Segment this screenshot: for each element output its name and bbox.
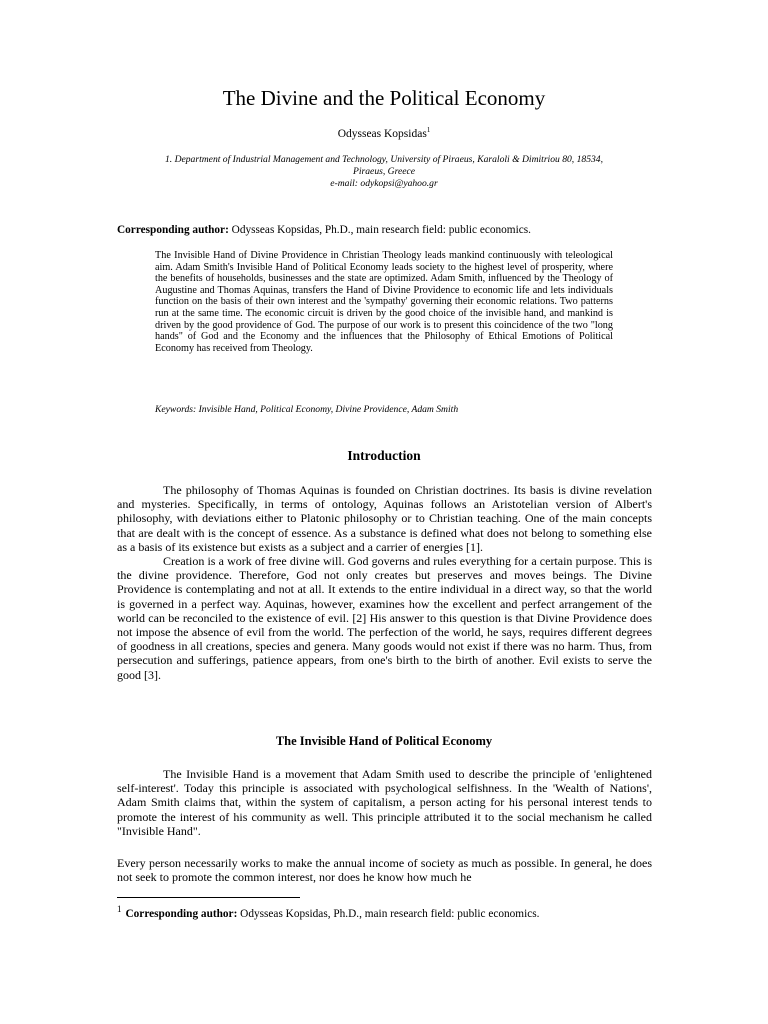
section-heading-invisible-hand: The Invisible Hand of Political Economy (275, 734, 493, 748)
footnote-label: Corresponding author: (125, 907, 238, 920)
invisible-hand-paragraph-2: Every person necessarily works to make the annual income of society as much as possible. In general, he does not seek to promote the common interest, nor does he know how much he (117, 856, 652, 885)
section-heading-introduction: Introduction (347, 448, 421, 463)
paper-title: The Divine and the Political Economy (222, 86, 546, 110)
introduction-paragraph-2: Creation is a work of free divine will. God governs and rules everything for a certain purpose. This is the divine providence. Therefore, God not only creates but preserves and moves beings. The Divine Providence is contemplating and not at all. It extends to the entire individual in a direct way, so that the world is governed in a perfect way. Aquinas, however, examines how the excellent and perfect arrangement of the world can be reconciled to the existence of evil. [2] His answer to this question is that Divine Providence does not impose the absence of evil from the world. The perfection of the world, he says, requires different degrees of goodness in all creations, species and genera. Many goods would not exist if there was no harm. Thus, from persecution and sufferings, patience appears, from one's birth to the birth of another. Evil exists to serve the good [3]. (117, 554, 652, 682)
corresponding-author (117, 224, 657, 236)
corresponding-author-text: Odysseas Kopsidas, Ph.D., main research field: public economics. (228, 224, 531, 236)
affiliation-email: e-mail: odykopsi@yahoo.gr (330, 178, 438, 189)
introduction-body (117, 483, 652, 682)
footnote-divider (117, 897, 300, 898)
invisible-hand-paragraph-1: The Invisible Hand is a movement that Adam Smith used to describe the principle of 'enlightened self-interest'. Today this principle is associated with psychological selfishness. In the 'Wealth of Nations', Adam Smith claims that, within the system of capitalism, a person acting for his personal interest tends to promote the interest of his community as well. This principle attributed it to the social mechanism he called "Invisible Hand". (117, 767, 652, 838)
footnote (117, 904, 657, 920)
keywords: Keywords: Invisible Hand, Political Economy, Divine Providence, Adam Smith (155, 404, 459, 415)
author-line (0, 126, 768, 140)
invisible-hand-body (117, 767, 652, 838)
footnote-mark: 1 (117, 904, 122, 914)
author-name: Odysseas Kopsidas (337, 127, 427, 140)
footnote-text: Odysseas Kopsidas, Ph.D., main research field: public economics. (237, 907, 540, 920)
corresponding-author-label: Corresponding author: (117, 224, 229, 236)
affiliation (0, 154, 768, 190)
author-footnote-mark: 1 (426, 126, 431, 134)
invisible-hand-paragraph-2-block (117, 856, 652, 884)
abstract: The Invisible Hand of Divine Providence in Christian Theology leads mankind continuously with teleological aim. Adam Smith's Invisible Hand of Political Economy leads society to the highest level of prosperity, where the benefits of households, businesses and the state are optimized. Adam Smith, influenced by the Theology of Augustine and Thomas Aquinas, transfers the Hand of Divine Providence to economic life and lets individuals function on the basis of their own interest and the 'sympathy' governing their economic relations. Two patterns run at the same time. The economic circuit is driven by the good choice of the invisible hand, and mankind is driven by the good providence of God. The purpose of our work is to present this coincidence of the two "long hands" of God and the Economy and the influences that the Philosophy of Ethical Emotions of Political Economy has received from Theology. (155, 250, 613, 354)
affiliation-line-2: Piraeus, Greece (353, 166, 415, 177)
introduction-paragraph-1: The philosophy of Thomas Aquinas is founded on Christian doctrines. Its basis is divine revelation and mysteries. Specifically, in terms of ontology, Aquinas follows an Aristotelian version of Albert's philosophy, with deviations either to Platonic philosophy or to Christian teaching. One of the main concepts that are dealt with is the concept of essence. As a substance is defined what does not belong to something else as a basis of its existence but exists as a subject and a carrier of energies [1]. (117, 483, 652, 554)
affiliation-line-1: 1. Department of Industrial Management and Technology, University of Piraeus, Karaloli & Dimitriou 80, 18534, (164, 154, 603, 165)
